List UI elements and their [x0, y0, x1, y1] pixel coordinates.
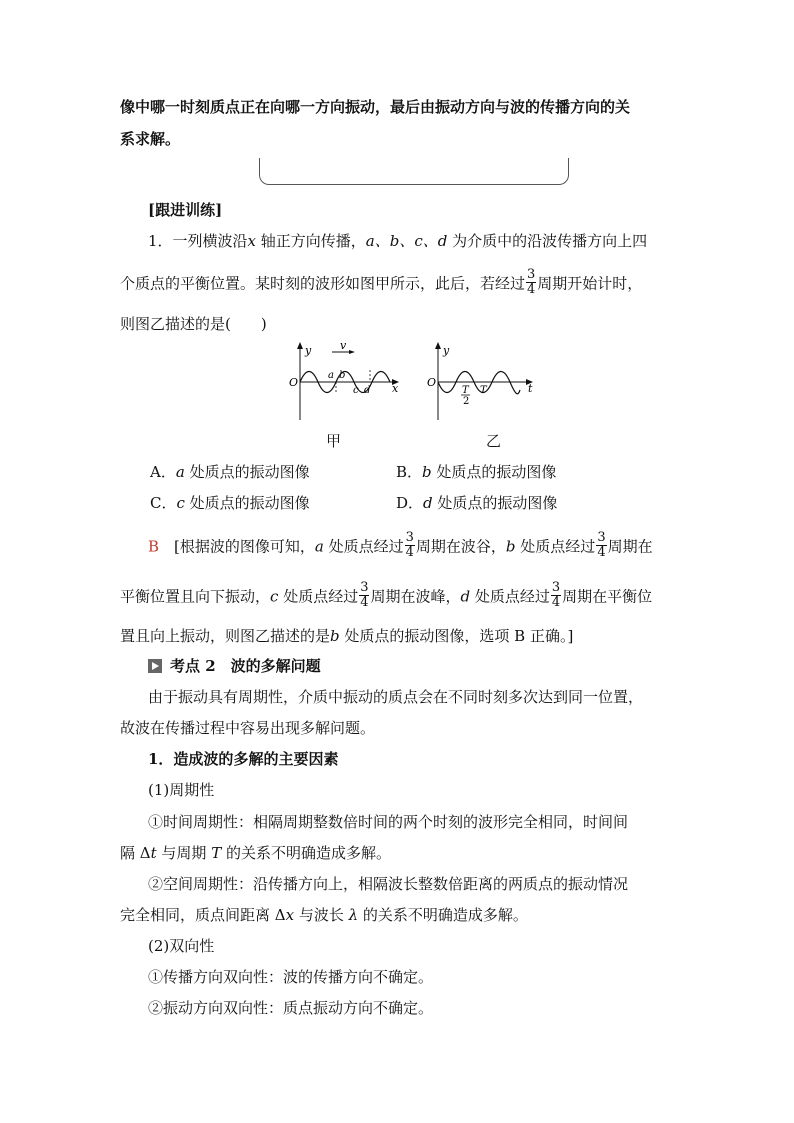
- bidirectional-vibration: ②振动方向双向性：质点振动方向不确定。: [148, 999, 434, 1017]
- figure-yi-vibration-graph: [424, 340, 544, 424]
- time-periodicity-line-1: ①时间周期性：相隔周期整数倍时间的两个时刻的波形完全相同，时间间: [148, 813, 629, 831]
- intro-line-2: 系求解。: [120, 130, 181, 148]
- space-periodicity-line-1: ②空间周期性：沿传播方向上，相隔波长整数倍距离的两质点的振动情况: [148, 875, 629, 893]
- option-c: C．c 处质点的振动图像: [150, 494, 310, 512]
- subheading-bidirectional: (2)双向性: [148, 937, 215, 955]
- play-triangle-icon: [148, 659, 162, 673]
- period-label: T: [480, 385, 487, 396]
- velocity-label: v: [340, 340, 347, 352]
- figure-caption-jia: 甲: [326, 432, 342, 450]
- half-period-num: T: [462, 385, 469, 396]
- axis-label-t: t: [528, 382, 533, 395]
- option-d: D．d 处质点的振动图像: [396, 494, 558, 512]
- space-periodicity-line-2: 完全相同，质点间距离 Δx 与波长 λ 的关系不明确造成多解。: [120, 906, 528, 924]
- axis-label-y: y: [305, 344, 312, 357]
- half-period-den: 2: [463, 396, 470, 407]
- answer-line-2: 平衡位置且向下振动，c 处质点经过 $\frac{3}{4}$ 周期在波峰，d 处质点经过 $\frac{3}{4}$ 周期在平衡位: [120, 580, 653, 610]
- answer-letter: B: [148, 537, 160, 556]
- time-periodicity-line-2: 隔 Δt 与周期 T 的关系不明确造成多解。: [120, 844, 391, 862]
- question-line-1: 1．一列横波沿x 轴正方向传播，a、b、c、d 为介质中的沿波传播方向上四: [148, 232, 648, 250]
- question-line-2: 个质点的平衡位置。某时刻的波形如图甲所示，此后，若经过 $\frac{3}{4}$ 周期开始计时，: [120, 267, 643, 297]
- practice-heading: [跟进训练]: [148, 201, 223, 219]
- section-para-1: 由于振动具有周期性，介质中振动的质点会在不同时刻多次达到同一位置，: [148, 688, 644, 706]
- figure-caption-yi: 乙: [486, 432, 502, 450]
- origin-label-2: O: [427, 376, 437, 389]
- axis-label-y2: y: [443, 344, 450, 357]
- option-b: B．b 处质点的振动图像: [396, 463, 557, 481]
- option-a: A．a 处质点的振动图像: [150, 463, 310, 481]
- figure-jia-wave-graph: [286, 340, 406, 424]
- question-line-3: 则图乙描述的是( ): [120, 315, 267, 333]
- fraction-three-quarters: $\frac{3}{4}$: [527, 267, 536, 297]
- point-label-b: b: [339, 370, 346, 381]
- point-label-a: a: [328, 370, 334, 381]
- point-label-d: d: [364, 385, 371, 396]
- section-title: 考点 2 波的多解问题: [148, 655, 708, 677]
- answer-line-3: 置且向上振动，则图乙描述的是b 处质点的振动图像，选项 B 正确。]: [120, 627, 574, 645]
- axis-label-x: x: [392, 382, 399, 395]
- section-para-2: 故波在传播过程中容易出现多解问题。: [120, 719, 376, 737]
- origin-label: O: [289, 376, 299, 389]
- bidirectional-propagation: ①传播方向双向性：波的传播方向不确定。: [148, 968, 434, 986]
- subheading-periodicity: (1)周期性: [148, 781, 215, 799]
- intro-line-1: 像中哪一时刻质点正在向哪一方向振动，最后由振动方向与波的传播方向的关: [120, 98, 631, 116]
- heading-main-factors: 1．造成波的多解的主要因素: [148, 750, 339, 768]
- answer-line-1: B [根据波的图像可知，a 处质点经过 $\frac{3}{4}$ 周期在波谷，b 处质点经过 $\frac{3}{4}$ 周期在: [148, 530, 653, 560]
- point-label-c: c: [353, 385, 359, 396]
- summary-box-bottom: [259, 158, 569, 185]
